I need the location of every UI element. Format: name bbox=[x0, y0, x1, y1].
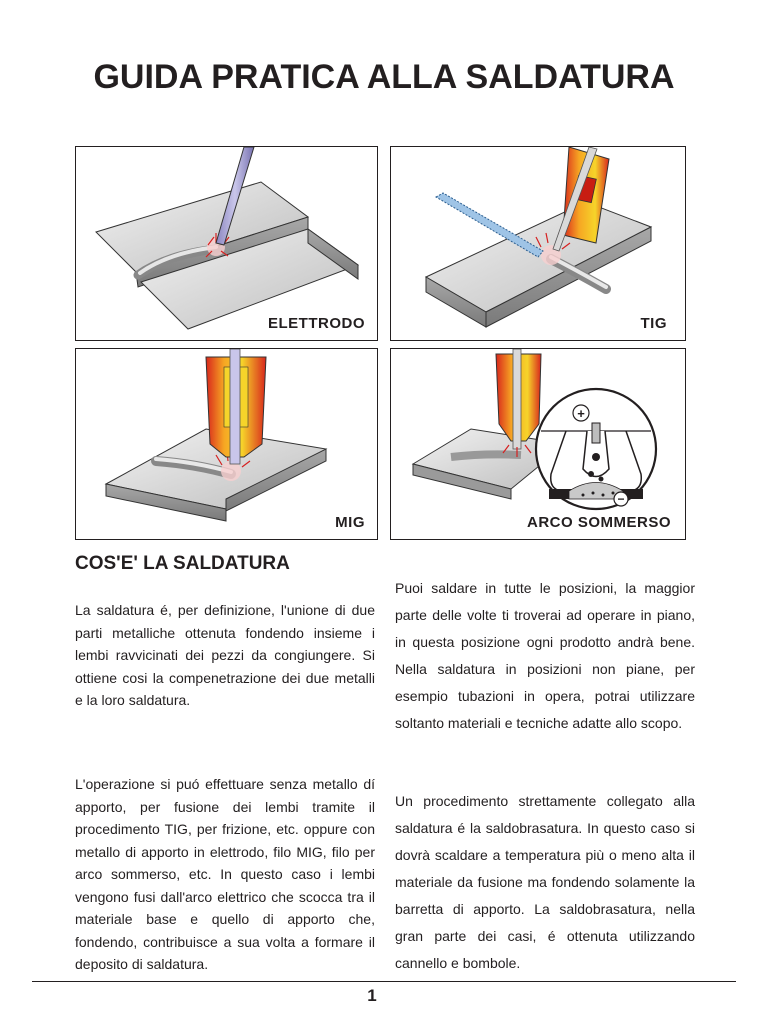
section-title: COS'E' LA SALDATURA bbox=[75, 553, 290, 574]
figure-label: ELETTRODO bbox=[268, 315, 365, 332]
elettrodo-illustration bbox=[76, 147, 377, 340]
tig-illustration bbox=[391, 147, 685, 340]
right-paragraph-1: Puoi saldare in tutte le posizioni, la maggior parte delle volte ti troverai ad operare in piano, in questa posizione ogni prodotto andrà bene. Nella saldatura in posizioni non piane, per esempio tubazioni in opera, potrai utilizzare soltanto materiali e tecniche adatte allo scopo. bbox=[395, 580, 695, 731]
figure-label: ARCO SOMMERSO bbox=[526, 514, 671, 531]
mig-illustration bbox=[76, 349, 377, 539]
figure-label: TIG bbox=[640, 315, 667, 332]
figure-elettrodo bbox=[75, 146, 378, 341]
left-paragraph-2: L'operazione si puó effettuare senza metallo dí apporto, per fusione dei lembi tramite il procedimento TIG, per frizione, etc. oppure con metallo di apporto in elettrodo, filo MIG, filo per arco sommerso, etc. In questo caso i lembi vengono fusi dall'arco elettrico che scocca tra il materiale base e quello di apporto che, fondendo, contribuisce a sua volta a formare il deposito di saldatura. bbox=[75, 776, 375, 972]
negative-symbol: − bbox=[617, 492, 625, 506]
figure-tig bbox=[390, 146, 686, 341]
positive-symbol: + bbox=[577, 406, 585, 421]
page-title: GUIDA PRATICA ALLA SALDATURA bbox=[93, 58, 675, 96]
right-paragraph-2: Un procedimento strettamente collegato alla saldatura é la saldobrasatura. In questo caso si dovrà scaldare a temperatura più o meno alta il materiale da fusione ma fondendo solamente la barretta di apporto. La saldobrasatura, nella gran parte dei casi, é ottenuta utilizzando cannello e bombole. bbox=[395, 793, 695, 971]
arco-sommerso-illustration bbox=[391, 349, 685, 539]
footer-divider bbox=[32, 981, 736, 982]
left-paragraph-1: La saldatura é, per definizione, l'unione di due parti metalliche ottenuta fondendo insieme i lembi ravvicinati dei pezzi da congiungere. Si ottiene cosi la compenetrazione dei due metalli e la loro saldatura. bbox=[75, 602, 375, 708]
figure-label: MIG bbox=[335, 514, 365, 531]
figure-arco-sommerso bbox=[390, 348, 686, 540]
page-number: 1 bbox=[367, 986, 377, 1005]
figure-mig bbox=[75, 348, 378, 540]
